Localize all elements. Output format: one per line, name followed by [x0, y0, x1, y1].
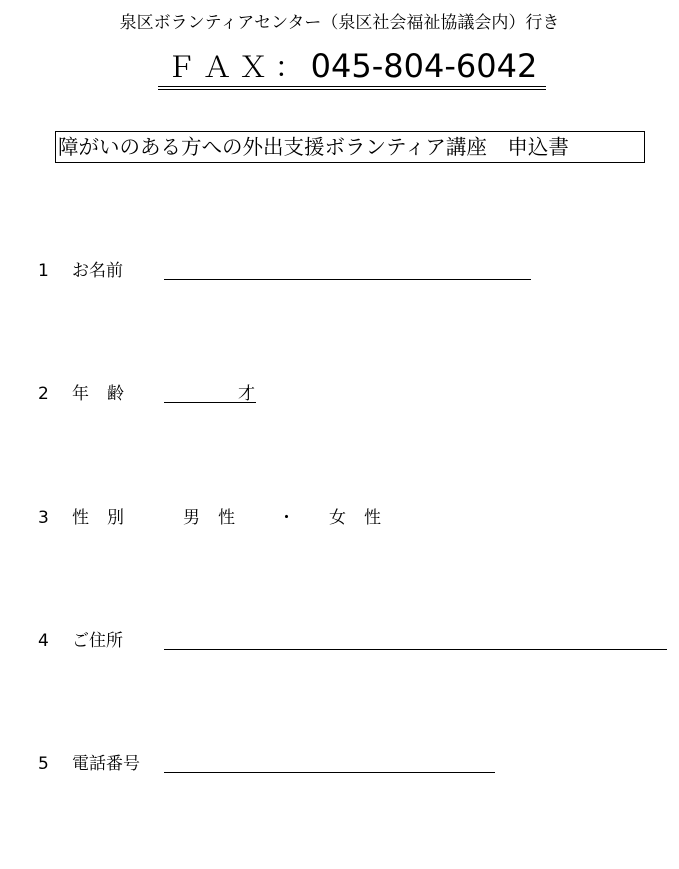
- gender-separator: ・: [278, 508, 295, 528]
- recipient-line: 泉区ボランティアセンター（泉区社会福祉協議会内）行き: [119, 13, 560, 33]
- fax-label: ＦＡＸ：: [166, 50, 311, 84]
- field-age-number: 2: [38, 384, 49, 404]
- age-suffix: 才: [238, 384, 255, 404]
- fax-number: 045-804-6042: [310, 47, 538, 85]
- field-name-row: [0, 259, 679, 283]
- field-phone-label: 電話番号: [72, 754, 140, 774]
- field-gender-label: 性別: [72, 508, 142, 528]
- fax-number-line: [158, 46, 546, 87]
- form-title: 障がいのある方への外出支援ボランティア講座 申込書: [55, 131, 645, 163]
- field-address-row: [0, 629, 679, 653]
- field-address-label: ご住所: [72, 631, 123, 651]
- field-age-label: 年齢: [72, 384, 142, 404]
- field-age-row: [0, 382, 679, 406]
- gender-option-female[interactable]: 女性: [329, 508, 399, 528]
- field-address-number: 4: [38, 631, 49, 651]
- field-phone-number: 5: [38, 754, 49, 774]
- field-gender-number: 3: [38, 508, 49, 528]
- field-phone-row: [0, 752, 679, 776]
- gender-option-male[interactable]: 男性: [183, 508, 253, 528]
- phone-input-line[interactable]: [164, 772, 495, 773]
- address-input-line[interactable]: [164, 649, 667, 650]
- field-name-number: 1: [38, 261, 49, 281]
- field-gender-row: [0, 506, 679, 530]
- field-name-label: お名前: [72, 261, 123, 281]
- name-input-line[interactable]: [164, 279, 531, 280]
